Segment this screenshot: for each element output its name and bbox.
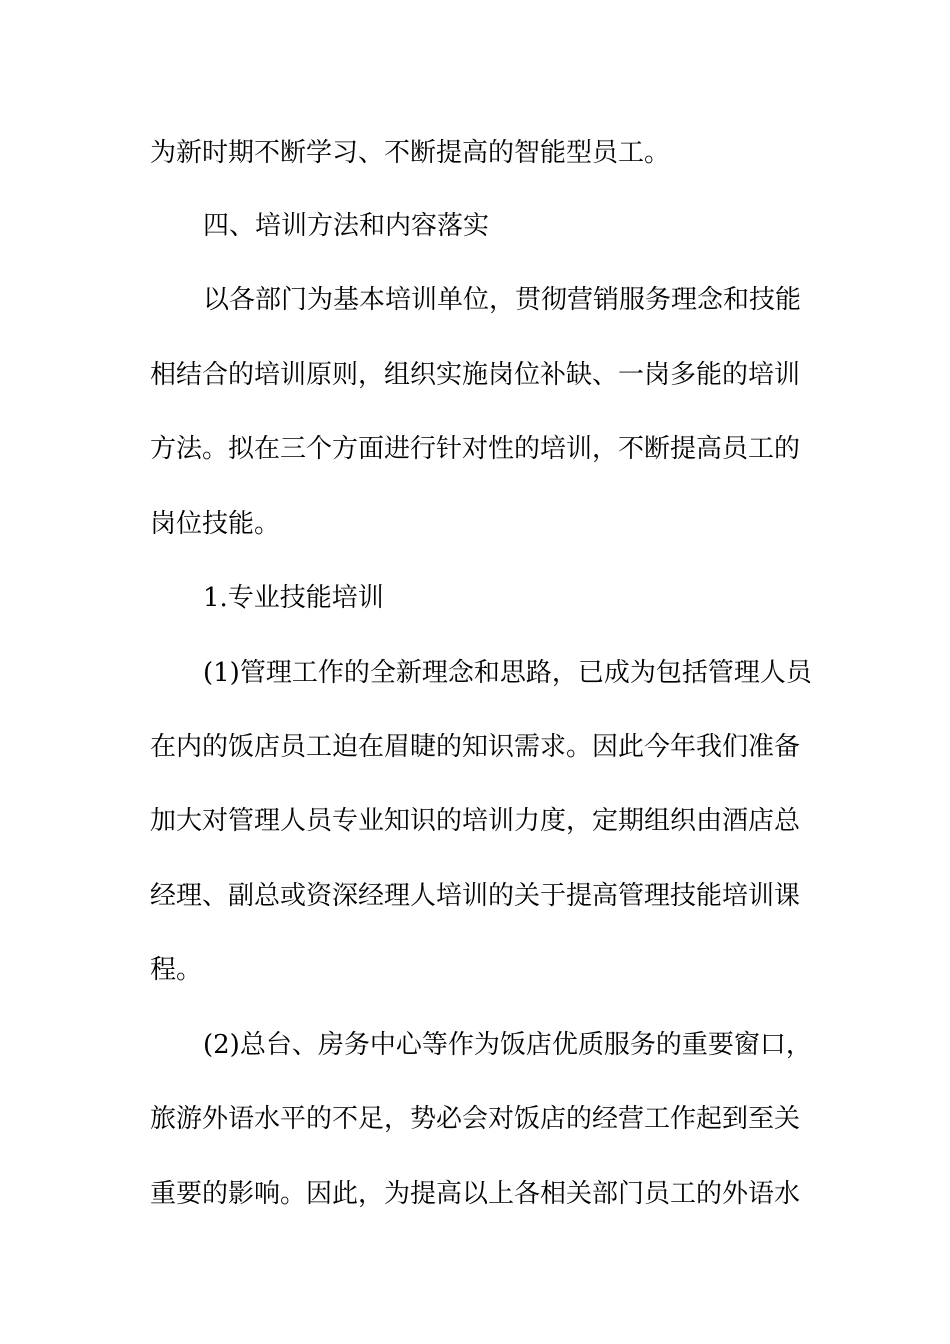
- text-line: 经理、副总或资深经理人培训的关于提高管理技能培训课: [150, 881, 801, 911]
- section-heading: 四、培训方法和内容落实: [203, 211, 490, 241]
- text-line: 方法。拟在三个方面进行针对性的培训，不断提高员工的: [150, 434, 801, 464]
- text-line: (2)总台、房务中心等作为饭店优质服务的重要窗口，: [203, 1030, 812, 1060]
- text-line: 以各部门为基本培训单位，贯彻营销服务理念和技能: [203, 285, 802, 315]
- text-line: 在内的饭店员工迫在眉睫的知识需求。因此今年我们准备: [150, 732, 801, 762]
- text-line: 岗位技能。: [150, 509, 281, 539]
- text-line: 旅游外语水平的不足，势必会对饭店的经营工作起到至关: [150, 1104, 801, 1134]
- subsection-heading: 1.专业技能培训: [203, 583, 384, 613]
- text-line: 相结合的培训原则，组织实施岗位补缺、一岗多能的培训: [150, 360, 801, 390]
- text-line: 重要的影响。因此，为提高以上各相关部门员工的外语水: [150, 1179, 801, 1209]
- text-line: 加大对管理人员专业知识的培训力度，定期组织由酒店总: [150, 806, 801, 836]
- text-line: (1)管理工作的全新理念和思路，已成为包括管理人员: [203, 658, 812, 688]
- text-line: 程。: [150, 955, 203, 985]
- text-line: 为新时期不断学习、不断提高的智能型员工。: [150, 138, 671, 168]
